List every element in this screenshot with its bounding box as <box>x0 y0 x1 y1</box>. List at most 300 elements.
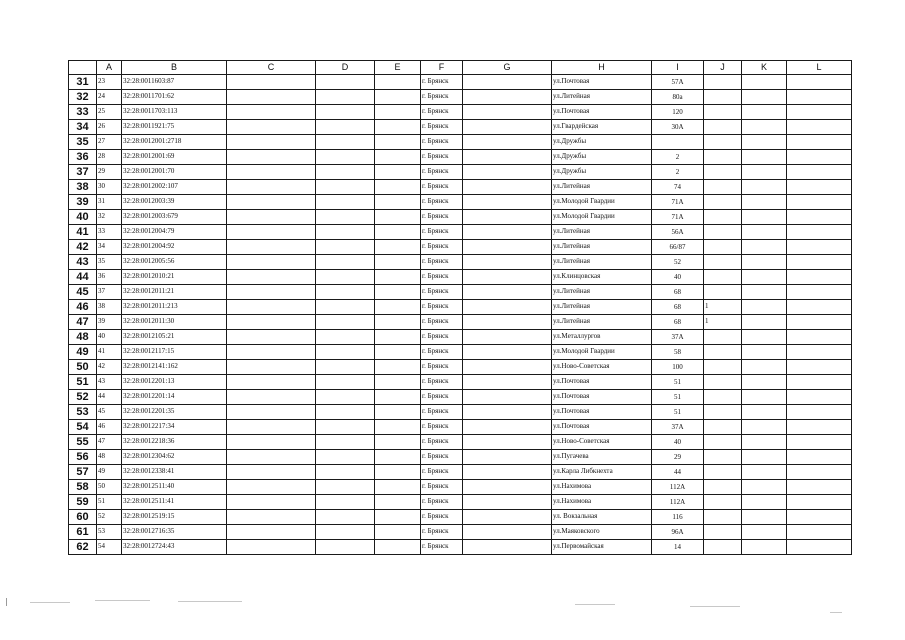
cell-i[interactable] <box>652 135 704 150</box>
cell-f[interactable]: г. Брянск <box>421 165 463 180</box>
cell-c[interactable] <box>227 540 316 555</box>
rownum[interactable]: 47 <box>69 315 97 330</box>
cell-k[interactable] <box>742 390 787 405</box>
cell-c[interactable] <box>227 525 316 540</box>
column-header-i[interactable]: I <box>652 61 704 75</box>
cell-f[interactable]: г. Брянск <box>421 210 463 225</box>
cell-l[interactable] <box>787 180 852 195</box>
cell-l[interactable] <box>787 435 852 450</box>
cell-c[interactable] <box>227 465 316 480</box>
cell-b[interactable]: 32:28:0012002:107 <box>122 180 227 195</box>
rownum[interactable]: 46 <box>69 300 97 315</box>
cell-j[interactable] <box>704 165 742 180</box>
cell-k[interactable] <box>742 75 787 90</box>
cell-j[interactable] <box>704 525 742 540</box>
cell-j[interactable] <box>704 495 742 510</box>
cell-b[interactable]: 32:28:0012141:162 <box>122 360 227 375</box>
rownum[interactable]: 55 <box>69 435 97 450</box>
cell-b[interactable]: 32:28:0012218:36 <box>122 435 227 450</box>
cell-e[interactable] <box>375 540 421 555</box>
cell-a[interactable]: 23 <box>97 75 122 90</box>
cell-f[interactable]: г. Брянск <box>421 195 463 210</box>
cell-l[interactable] <box>787 450 852 465</box>
cell-b[interactable]: 32:28:0011921:75 <box>122 120 227 135</box>
cell-k[interactable] <box>742 270 787 285</box>
rownum[interactable]: 59 <box>69 495 97 510</box>
cell-h[interactable]: ул.Ново-Советская <box>552 435 652 450</box>
cell-a[interactable]: 33 <box>97 225 122 240</box>
cell-c[interactable] <box>227 420 316 435</box>
cell-h[interactable]: ул.Почтовая <box>552 390 652 405</box>
cell-e[interactable] <box>375 525 421 540</box>
cell-k[interactable] <box>742 435 787 450</box>
cell-k[interactable] <box>742 150 787 165</box>
cell-f[interactable]: г. Брянск <box>421 510 463 525</box>
cell-d[interactable] <box>316 225 375 240</box>
column-header-l[interactable]: L <box>787 61 852 75</box>
cell-k[interactable] <box>742 300 787 315</box>
cell-c[interactable] <box>227 405 316 420</box>
cell-d[interactable] <box>316 285 375 300</box>
rownum[interactable]: 53 <box>69 405 97 420</box>
cell-j[interactable] <box>704 135 742 150</box>
cell-j[interactable] <box>704 210 742 225</box>
rownum[interactable]: 35 <box>69 135 97 150</box>
cell-e[interactable] <box>375 420 421 435</box>
cell-h[interactable]: ул.Пугачева <box>552 450 652 465</box>
rownum[interactable]: 54 <box>69 420 97 435</box>
cell-f[interactable]: г. Брянск <box>421 390 463 405</box>
cell-g[interactable] <box>463 330 552 345</box>
rownum[interactable]: 42 <box>69 240 97 255</box>
rownum[interactable]: 43 <box>69 255 97 270</box>
cell-l[interactable] <box>787 195 852 210</box>
cell-i[interactable]: 29 <box>652 450 704 465</box>
cell-b[interactable]: 32:28:0011703:113 <box>122 105 227 120</box>
rownum[interactable]: 45 <box>69 285 97 300</box>
cell-a[interactable]: 34 <box>97 240 122 255</box>
cell-a[interactable]: 39 <box>97 315 122 330</box>
cell-c[interactable] <box>227 345 316 360</box>
cell-g[interactable] <box>463 255 552 270</box>
cell-b[interactable]: 32:28:0012001:69 <box>122 150 227 165</box>
cell-g[interactable] <box>463 300 552 315</box>
cell-a[interactable]: 35 <box>97 255 122 270</box>
rownum[interactable]: 38 <box>69 180 97 195</box>
cell-b[interactable]: 32:28:0012003:39 <box>122 195 227 210</box>
cell-j[interactable] <box>704 435 742 450</box>
cell-b[interactable]: 32:28:0012001:2718 <box>122 135 227 150</box>
column-header-b[interactable]: B <box>122 61 227 75</box>
cell-d[interactable] <box>316 255 375 270</box>
cell-h[interactable]: ул.Почтовая <box>552 375 652 390</box>
cell-d[interactable] <box>316 390 375 405</box>
cell-e[interactable] <box>375 360 421 375</box>
cell-l[interactable] <box>787 510 852 525</box>
cell-f[interactable]: г. Брянск <box>421 375 463 390</box>
cell-c[interactable] <box>227 285 316 300</box>
cell-e[interactable] <box>375 210 421 225</box>
rownum[interactable]: 40 <box>69 210 97 225</box>
column-header-d[interactable]: D <box>316 61 375 75</box>
cell-h[interactable]: ул.Клинцовская <box>552 270 652 285</box>
cell-g[interactable] <box>463 90 552 105</box>
rownum[interactable]: 62 <box>69 540 97 555</box>
cell-d[interactable] <box>316 495 375 510</box>
cell-d[interactable] <box>316 405 375 420</box>
cell-i[interactable]: 71А <box>652 195 704 210</box>
cell-j[interactable] <box>704 105 742 120</box>
cell-c[interactable] <box>227 150 316 165</box>
cell-b[interactable]: 32:28:0012511:41 <box>122 495 227 510</box>
cell-a[interactable]: 43 <box>97 375 122 390</box>
cell-f[interactable]: г. Брянск <box>421 495 463 510</box>
cell-k[interactable] <box>742 135 787 150</box>
cell-d[interactable] <box>316 120 375 135</box>
cell-j[interactable] <box>704 465 742 480</box>
cell-k[interactable] <box>742 105 787 120</box>
cell-i[interactable]: 37А <box>652 420 704 435</box>
cell-f[interactable]: г. Брянск <box>421 300 463 315</box>
cell-h[interactable]: ул. Вокзальная <box>552 510 652 525</box>
cell-c[interactable] <box>227 225 316 240</box>
cell-b[interactable]: 32:28:0012105:21 <box>122 330 227 345</box>
cell-d[interactable] <box>316 375 375 390</box>
cell-i[interactable]: 66/87 <box>652 240 704 255</box>
cell-g[interactable] <box>463 480 552 495</box>
cell-f[interactable]: г. Брянск <box>421 285 463 300</box>
cell-d[interactable] <box>316 525 375 540</box>
cell-a[interactable]: 32 <box>97 210 122 225</box>
cell-j[interactable] <box>704 255 742 270</box>
cell-e[interactable] <box>375 195 421 210</box>
cell-g[interactable] <box>463 465 552 480</box>
cell-f[interactable]: г. Брянск <box>421 270 463 285</box>
cell-c[interactable] <box>227 105 316 120</box>
cell-g[interactable] <box>463 135 552 150</box>
cell-i[interactable]: 68 <box>652 300 704 315</box>
cell-h[interactable]: ул.Молодой Гвардии <box>552 195 652 210</box>
rownum[interactable]: 34 <box>69 120 97 135</box>
cell-f[interactable]: г. Брянск <box>421 135 463 150</box>
cell-h[interactable]: ул.Литейная <box>552 180 652 195</box>
corner-cell[interactable] <box>69 61 97 75</box>
cell-b[interactable]: 32:28:0012004:92 <box>122 240 227 255</box>
cell-l[interactable] <box>787 360 852 375</box>
rownum[interactable]: 52 <box>69 390 97 405</box>
cell-g[interactable] <box>463 240 552 255</box>
column-header-f[interactable]: F <box>421 61 463 75</box>
cell-d[interactable] <box>316 240 375 255</box>
cell-k[interactable] <box>742 255 787 270</box>
cell-d[interactable] <box>316 300 375 315</box>
cell-f[interactable]: г. Брянск <box>421 90 463 105</box>
cell-a[interactable]: 40 <box>97 330 122 345</box>
cell-f[interactable]: г. Брянск <box>421 405 463 420</box>
cell-j[interactable] <box>704 90 742 105</box>
cell-f[interactable]: г. Брянск <box>421 315 463 330</box>
rownum[interactable]: 36 <box>69 150 97 165</box>
cell-g[interactable] <box>463 270 552 285</box>
cell-l[interactable] <box>787 225 852 240</box>
rownum[interactable]: 58 <box>69 480 97 495</box>
cell-a[interactable]: 50 <box>97 480 122 495</box>
column-header-a[interactable]: A <box>97 61 122 75</box>
cell-a[interactable]: 51 <box>97 495 122 510</box>
cell-d[interactable] <box>316 90 375 105</box>
cell-l[interactable] <box>787 210 852 225</box>
cell-k[interactable] <box>742 195 787 210</box>
cell-h[interactable]: ул.Литейная <box>552 315 652 330</box>
cell-g[interactable] <box>463 285 552 300</box>
cell-b[interactable]: 32:28:0012201:35 <box>122 405 227 420</box>
cell-e[interactable] <box>375 405 421 420</box>
column-header-e[interactable]: E <box>375 61 421 75</box>
cell-g[interactable] <box>463 540 552 555</box>
cell-f[interactable]: г. Брянск <box>421 180 463 195</box>
cell-h[interactable]: ул.Почтовая <box>552 405 652 420</box>
cell-g[interactable] <box>463 420 552 435</box>
cell-e[interactable] <box>375 375 421 390</box>
cell-j[interactable]: 1 <box>704 315 742 330</box>
cell-j[interactable] <box>704 345 742 360</box>
cell-j[interactable] <box>704 360 742 375</box>
cell-d[interactable] <box>316 330 375 345</box>
cell-i[interactable]: 68 <box>652 315 704 330</box>
cell-b[interactable]: 32:28:0012519:15 <box>122 510 227 525</box>
cell-i[interactable]: 30А <box>652 120 704 135</box>
cell-l[interactable] <box>787 390 852 405</box>
cell-g[interactable] <box>463 495 552 510</box>
cell-g[interactable] <box>463 345 552 360</box>
column-header-k[interactable]: K <box>742 61 787 75</box>
cell-f[interactable]: г. Брянск <box>421 105 463 120</box>
cell-d[interactable] <box>316 450 375 465</box>
cell-g[interactable] <box>463 75 552 90</box>
cell-b[interactable]: 32:28:0012304:62 <box>122 450 227 465</box>
cell-e[interactable] <box>375 465 421 480</box>
rownum[interactable]: 31 <box>69 75 97 90</box>
cell-h[interactable]: ул.Дружбы <box>552 150 652 165</box>
cell-j[interactable] <box>704 510 742 525</box>
cell-h[interactable]: ул.Дружбы <box>552 165 652 180</box>
cell-f[interactable]: г. Брянск <box>421 225 463 240</box>
cell-b[interactable]: 32:28:0012338:41 <box>122 465 227 480</box>
cell-j[interactable] <box>704 540 742 555</box>
cell-c[interactable] <box>227 255 316 270</box>
cell-e[interactable] <box>375 120 421 135</box>
cell-h[interactable]: ул.Карла Либкнехта <box>552 465 652 480</box>
cell-l[interactable] <box>787 135 852 150</box>
cell-a[interactable]: 47 <box>97 435 122 450</box>
cell-i[interactable]: 14 <box>652 540 704 555</box>
cell-a[interactable]: 41 <box>97 345 122 360</box>
cell-c[interactable] <box>227 480 316 495</box>
rownum[interactable]: 56 <box>69 450 97 465</box>
cell-e[interactable] <box>375 165 421 180</box>
column-header-h[interactable]: H <box>552 61 652 75</box>
cell-e[interactable] <box>375 495 421 510</box>
cell-k[interactable] <box>742 120 787 135</box>
cell-c[interactable] <box>227 510 316 525</box>
cell-a[interactable]: 29 <box>97 165 122 180</box>
cell-a[interactable]: 52 <box>97 510 122 525</box>
cell-j[interactable] <box>704 375 742 390</box>
cell-b[interactable]: 32:28:0012201:14 <box>122 390 227 405</box>
cell-c[interactable] <box>227 135 316 150</box>
cell-f[interactable]: г. Брянск <box>421 420 463 435</box>
cell-j[interactable] <box>704 480 742 495</box>
cell-e[interactable] <box>375 225 421 240</box>
cell-h[interactable]: ул.Почтовая <box>552 420 652 435</box>
cell-b[interactable]: 32:28:0012010:21 <box>122 270 227 285</box>
cell-g[interactable] <box>463 510 552 525</box>
cell-d[interactable] <box>316 510 375 525</box>
cell-i[interactable]: 52 <box>652 255 704 270</box>
cell-a[interactable]: 44 <box>97 390 122 405</box>
cell-h[interactable]: ул.Почтовая <box>552 105 652 120</box>
cell-f[interactable]: г. Брянск <box>421 450 463 465</box>
cell-h[interactable]: ул.Нахимова <box>552 495 652 510</box>
cell-a[interactable]: 54 <box>97 540 122 555</box>
cell-d[interactable] <box>316 270 375 285</box>
cell-g[interactable] <box>463 360 552 375</box>
cell-c[interactable] <box>227 495 316 510</box>
cell-b[interactable]: 32:28:0012001:70 <box>122 165 227 180</box>
cell-i[interactable]: 120 <box>652 105 704 120</box>
rownum[interactable]: 48 <box>69 330 97 345</box>
cell-j[interactable] <box>704 270 742 285</box>
rownum[interactable]: 33 <box>69 105 97 120</box>
cell-i[interactable]: 37А <box>652 330 704 345</box>
cell-j[interactable] <box>704 75 742 90</box>
cell-h[interactable]: ул.Литейная <box>552 90 652 105</box>
cell-a[interactable]: 42 <box>97 360 122 375</box>
rownum[interactable]: 50 <box>69 360 97 375</box>
cell-c[interactable] <box>227 360 316 375</box>
cell-a[interactable]: 27 <box>97 135 122 150</box>
cell-i[interactable]: 51 <box>652 390 704 405</box>
rownum[interactable]: 41 <box>69 225 97 240</box>
cell-l[interactable] <box>787 465 852 480</box>
cell-j[interactable] <box>704 240 742 255</box>
cell-k[interactable] <box>742 510 787 525</box>
cell-f[interactable]: г. Брянск <box>421 465 463 480</box>
cell-l[interactable] <box>787 315 852 330</box>
cell-h[interactable]: ул.Гвардейская <box>552 120 652 135</box>
cell-g[interactable] <box>463 180 552 195</box>
cell-e[interactable] <box>375 255 421 270</box>
cell-k[interactable] <box>742 465 787 480</box>
cell-l[interactable] <box>787 270 852 285</box>
cell-l[interactable] <box>787 285 852 300</box>
cell-l[interactable] <box>787 150 852 165</box>
cell-c[interactable] <box>227 330 316 345</box>
cell-e[interactable] <box>375 300 421 315</box>
cell-f[interactable]: г. Брянск <box>421 480 463 495</box>
cell-g[interactable] <box>463 120 552 135</box>
cell-h[interactable]: ул.Маяковского <box>552 525 652 540</box>
cell-d[interactable] <box>316 210 375 225</box>
cell-a[interactable]: 24 <box>97 90 122 105</box>
cell-c[interactable] <box>227 300 316 315</box>
cell-d[interactable] <box>316 540 375 555</box>
cell-d[interactable] <box>316 465 375 480</box>
cell-i[interactable]: 96А <box>652 525 704 540</box>
cell-b[interactable]: 32:28:0012724:43 <box>122 540 227 555</box>
cell-k[interactable] <box>742 210 787 225</box>
cell-j[interactable] <box>704 285 742 300</box>
cell-e[interactable] <box>375 75 421 90</box>
cell-i[interactable]: 40 <box>652 435 704 450</box>
cell-e[interactable] <box>375 90 421 105</box>
cell-h[interactable]: ул.Нахимова <box>552 480 652 495</box>
cell-f[interactable]: г. Брянск <box>421 150 463 165</box>
rownum[interactable]: 32 <box>69 90 97 105</box>
cell-e[interactable] <box>375 285 421 300</box>
cell-b[interactable]: 32:28:0012011:21 <box>122 285 227 300</box>
cell-b[interactable]: 32:28:0012011:30 <box>122 315 227 330</box>
cell-j[interactable] <box>704 180 742 195</box>
cell-f[interactable]: г. Брянск <box>421 435 463 450</box>
cell-k[interactable] <box>742 420 787 435</box>
cell-c[interactable] <box>227 240 316 255</box>
cell-h[interactable]: ул.Дружбы <box>552 135 652 150</box>
cell-e[interactable] <box>375 315 421 330</box>
column-header-j[interactable]: J <box>704 61 742 75</box>
cell-j[interactable] <box>704 450 742 465</box>
cell-k[interactable] <box>742 405 787 420</box>
cell-j[interactable] <box>704 390 742 405</box>
cell-d[interactable] <box>316 195 375 210</box>
cell-i[interactable]: 2 <box>652 165 704 180</box>
cell-a[interactable]: 31 <box>97 195 122 210</box>
cell-k[interactable] <box>742 480 787 495</box>
cell-l[interactable] <box>787 105 852 120</box>
cell-g[interactable] <box>463 405 552 420</box>
rownum[interactable]: 61 <box>69 525 97 540</box>
cell-e[interactable] <box>375 135 421 150</box>
cell-j[interactable] <box>704 420 742 435</box>
cell-d[interactable] <box>316 165 375 180</box>
cell-i[interactable]: 112А <box>652 480 704 495</box>
cell-d[interactable] <box>316 150 375 165</box>
cell-f[interactable]: г. Брянск <box>421 240 463 255</box>
cell-l[interactable] <box>787 375 852 390</box>
cell-g[interactable] <box>463 525 552 540</box>
cell-l[interactable] <box>787 420 852 435</box>
cell-a[interactable]: 48 <box>97 450 122 465</box>
cell-g[interactable] <box>463 390 552 405</box>
cell-l[interactable] <box>787 90 852 105</box>
cell-i[interactable]: 2 <box>652 150 704 165</box>
cell-d[interactable] <box>316 105 375 120</box>
cell-h[interactable]: ул.Литейная <box>552 285 652 300</box>
cell-d[interactable] <box>316 75 375 90</box>
cell-a[interactable]: 46 <box>97 420 122 435</box>
cell-i[interactable]: 56А <box>652 225 704 240</box>
rownum[interactable]: 37 <box>69 165 97 180</box>
cell-f[interactable]: г. Брянск <box>421 255 463 270</box>
cell-a[interactable]: 49 <box>97 465 122 480</box>
cell-k[interactable] <box>742 180 787 195</box>
cell-j[interactable] <box>704 150 742 165</box>
cell-j[interactable] <box>704 405 742 420</box>
cell-c[interactable] <box>227 315 316 330</box>
cell-f[interactable]: г. Брянск <box>421 345 463 360</box>
cell-k[interactable] <box>742 495 787 510</box>
cell-b[interactable]: 32:28:0012716:35 <box>122 525 227 540</box>
